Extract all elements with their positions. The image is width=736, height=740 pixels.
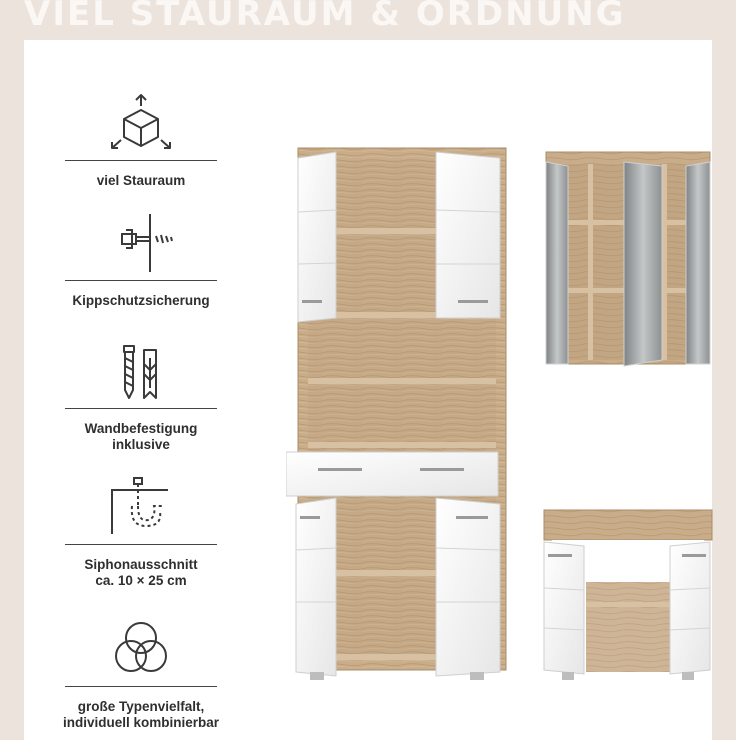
feature-label: Siphonausschnitt ca. 10 × 25 cm [84,557,198,588]
feature-label: Kippschutzsicherung [72,293,210,308]
divider [65,160,217,161]
tall-cabinet-image [286,146,512,686]
wall-mount-icon [106,340,176,402]
feature-storage [30,92,252,189]
anti-tip-icon [106,212,176,274]
feature-combination [30,618,252,731]
feature-anti-tip [30,212,252,309]
combination-icon [106,618,176,680]
mirror-cabinet-image [544,150,712,370]
feature-label: viel Stauraum [96,173,186,188]
vanity-cabinet-image [542,508,714,684]
feature-label: Wandbefestigung inklusive [84,421,198,452]
siphon-icon [106,476,176,538]
headline: VIEL STAURAUM & ORDNUNG [24,0,626,34]
cube-icon [106,92,176,154]
divider [65,544,217,545]
feature-wall-mount [30,340,252,453]
feature-label: große Typenvielfalt, individuell kombinierbar [62,699,220,730]
divider [65,280,217,281]
feature-siphon [30,476,252,589]
divider [65,686,217,687]
divider [65,408,217,409]
